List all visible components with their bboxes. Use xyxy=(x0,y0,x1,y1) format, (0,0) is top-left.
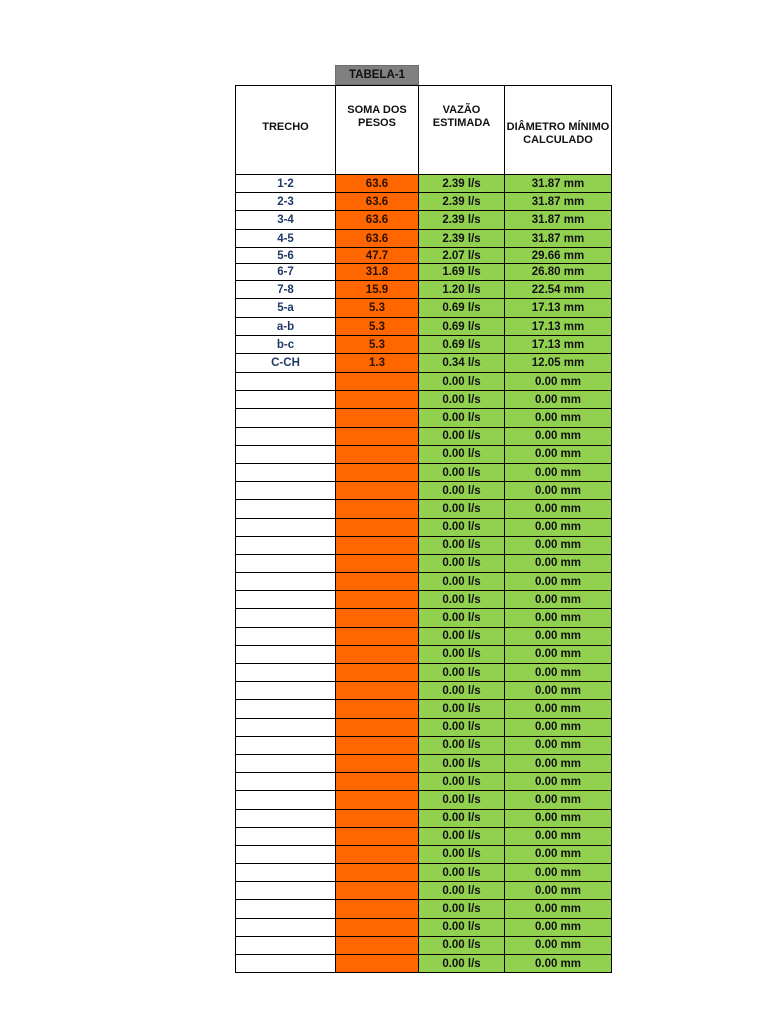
vazao-cell[interactable]: 0.00 l/s xyxy=(419,736,505,754)
vazao-cell[interactable]: 0.69 l/s xyxy=(419,336,505,354)
soma-cell[interactable]: 63.6 xyxy=(336,230,419,248)
table-row xyxy=(236,882,612,900)
trecho-cell[interactable]: 6-7 xyxy=(236,264,336,281)
vazao-cell[interactable]: 0.00 l/s xyxy=(419,682,505,700)
hydraulic-table xyxy=(235,85,612,973)
diametro-cell[interactable]: 0.00 mm xyxy=(505,573,612,591)
table-row xyxy=(236,482,612,500)
soma-cell[interactable] xyxy=(336,845,419,863)
diametro-cell[interactable]: 0.00 mm xyxy=(505,900,612,918)
diametro-cell[interactable]: 17.13 mm xyxy=(505,318,612,336)
trecho-cell[interactable]: 2-3 xyxy=(236,193,336,211)
vazao-cell[interactable]: 0.69 l/s xyxy=(419,299,505,318)
soma-cell[interactable] xyxy=(336,791,419,809)
trecho-cell[interactable]: C-CH xyxy=(236,354,336,373)
diametro-cell[interactable]: 0.00 mm xyxy=(505,827,612,845)
diametro-cell[interactable]: 0.00 mm xyxy=(505,682,612,700)
header-vazao-estimada[interactable]: VAZÃO ESTIMADA xyxy=(419,86,505,175)
vazao-cell[interactable]: 0.00 l/s xyxy=(419,445,505,463)
diametro-cell[interactable]: 0.00 mm xyxy=(505,518,612,536)
soma-cell[interactable] xyxy=(336,482,419,500)
trecho-cell[interactable]: 3-4 xyxy=(236,211,336,230)
soma-cell[interactable] xyxy=(336,936,419,954)
vazao-cell[interactable]: 2.39 l/s xyxy=(419,193,505,211)
table-row xyxy=(236,955,612,973)
diametro-cell[interactable]: 31.87 mm xyxy=(505,193,612,211)
table-row xyxy=(236,591,612,609)
diametro-cell[interactable]: 0.00 mm xyxy=(505,445,612,463)
soma-cell[interactable] xyxy=(336,627,419,645)
table-row xyxy=(236,918,612,936)
trecho-cell[interactable] xyxy=(236,609,336,627)
vazao-cell[interactable]: 0.00 l/s xyxy=(419,427,505,445)
vazao-cell[interactable]: 0.00 l/s xyxy=(419,536,505,554)
trecho-cell[interactable] xyxy=(236,445,336,463)
trecho-cell[interactable] xyxy=(236,573,336,591)
soma-cell[interactable] xyxy=(336,664,419,682)
trecho-cell[interactable] xyxy=(236,536,336,554)
soma-cell[interactable] xyxy=(336,773,419,791)
table-title: TABELA-1 xyxy=(335,65,419,85)
table-row xyxy=(236,336,612,354)
vazao-cell[interactable]: 1.20 l/s xyxy=(419,281,505,299)
table-row xyxy=(236,773,612,791)
vazao-cell[interactable]: 0.00 l/s xyxy=(419,845,505,863)
soma-cell[interactable] xyxy=(336,645,419,663)
vazao-cell[interactable]: 0.00 l/s xyxy=(419,664,505,682)
header-trecho[interactable]: TRECHO xyxy=(236,86,336,175)
soma-cell[interactable] xyxy=(336,809,419,827)
trecho-cell[interactable]: 7-8 xyxy=(236,281,336,299)
vazao-cell[interactable]: 2.07 l/s xyxy=(419,248,505,264)
table-row xyxy=(236,299,612,318)
soma-cell[interactable] xyxy=(336,500,419,518)
trecho-cell[interactable]: 5-a xyxy=(236,299,336,318)
table-row xyxy=(236,664,612,682)
table-row xyxy=(236,175,612,193)
diametro-cell[interactable]: 17.13 mm xyxy=(505,336,612,354)
diametro-cell[interactable]: 0.00 mm xyxy=(505,754,612,772)
table-row xyxy=(236,718,612,736)
trecho-cell[interactable] xyxy=(236,500,336,518)
vazao-cell[interactable]: 0.00 l/s xyxy=(419,791,505,809)
soma-cell[interactable] xyxy=(336,736,419,754)
trecho-cell[interactable] xyxy=(236,918,336,936)
vazao-cell[interactable]: 0.00 l/s xyxy=(419,773,505,791)
vazao-cell[interactable]: 0.00 l/s xyxy=(419,900,505,918)
soma-cell[interactable]: 63.6 xyxy=(336,193,419,211)
diametro-cell[interactable]: 0.00 mm xyxy=(505,645,612,663)
soma-cell[interactable] xyxy=(336,754,419,772)
table-row xyxy=(236,809,612,827)
table-row xyxy=(236,518,612,536)
vazao-cell[interactable]: 0.00 l/s xyxy=(419,518,505,536)
table-row xyxy=(236,427,612,445)
soma-cell[interactable] xyxy=(336,591,419,609)
table-row xyxy=(236,736,612,754)
diametro-cell[interactable]: 0.00 mm xyxy=(505,500,612,518)
header-diametro-minimo[interactable]: DIÂMETRO MÍNIMO CALCULADO xyxy=(505,86,612,175)
soma-cell[interactable] xyxy=(336,518,419,536)
vazao-cell[interactable]: 0.00 l/s xyxy=(419,700,505,718)
diametro-cell[interactable]: 0.00 mm xyxy=(505,373,612,391)
trecho-cell[interactable]: 5-6 xyxy=(236,248,336,264)
table-row xyxy=(236,573,612,591)
vazao-cell[interactable]: 1.69 l/s xyxy=(419,264,505,281)
diametro-cell[interactable]: 0.00 mm xyxy=(505,609,612,627)
vazao-cell[interactable]: 0.00 l/s xyxy=(419,609,505,627)
table-row xyxy=(236,936,612,954)
soma-cell[interactable] xyxy=(336,882,419,900)
vazao-cell[interactable]: 0.00 l/s xyxy=(419,718,505,736)
soma-cell[interactable] xyxy=(336,827,419,845)
diametro-cell[interactable]: 0.00 mm xyxy=(505,718,612,736)
soma-cell[interactable]: 47.7 xyxy=(336,248,419,264)
trecho-cell[interactable] xyxy=(236,463,336,481)
vazao-cell[interactable]: 0.00 l/s xyxy=(419,573,505,591)
soma-cell[interactable] xyxy=(336,718,419,736)
trecho-cell[interactable] xyxy=(236,809,336,827)
vazao-cell[interactable]: 0.00 l/s xyxy=(419,409,505,427)
diametro-cell[interactable]: 0.00 mm xyxy=(505,936,612,954)
trecho-cell[interactable]: a-b xyxy=(236,318,336,336)
soma-cell[interactable] xyxy=(336,445,419,463)
soma-cell[interactable] xyxy=(336,864,419,882)
trecho-cell[interactable] xyxy=(236,591,336,609)
diametro-cell[interactable]: 0.00 mm xyxy=(505,864,612,882)
vazao-cell[interactable]: 0.00 l/s xyxy=(419,591,505,609)
soma-cell[interactable]: 5.3 xyxy=(336,336,419,354)
header-soma-dos-pesos[interactable]: SOMA DOS PESOS xyxy=(336,86,419,175)
table-row xyxy=(236,791,612,809)
diametro-cell[interactable]: 0.00 mm xyxy=(505,482,612,500)
header-row xyxy=(236,86,612,175)
table-row xyxy=(236,627,612,645)
soma-cell[interactable] xyxy=(336,609,419,627)
vazao-cell[interactable]: 0.00 l/s xyxy=(419,373,505,391)
table-row xyxy=(236,864,612,882)
table-row xyxy=(236,445,612,463)
diametro-cell[interactable]: 0.00 mm xyxy=(505,409,612,427)
diametro-cell[interactable]: 0.00 mm xyxy=(505,918,612,936)
trecho-cell[interactable] xyxy=(236,554,336,572)
diametro-cell[interactable]: 0.00 mm xyxy=(505,773,612,791)
vazao-cell[interactable]: 2.39 l/s xyxy=(419,175,505,193)
trecho-cell[interactable] xyxy=(236,773,336,791)
vazao-cell[interactable]: 0.00 l/s xyxy=(419,463,505,481)
diametro-cell[interactable]: 0.00 mm xyxy=(505,463,612,481)
trecho-cell[interactable]: 4-5 xyxy=(236,230,336,248)
table-row xyxy=(236,845,612,863)
diametro-cell[interactable]: 31.87 mm xyxy=(505,230,612,248)
table-row xyxy=(236,281,612,299)
diametro-cell[interactable]: 0.00 mm xyxy=(505,627,612,645)
soma-cell[interactable] xyxy=(336,554,419,572)
trecho-cell[interactable] xyxy=(236,882,336,900)
table-row xyxy=(236,827,612,845)
trecho-cell[interactable] xyxy=(236,682,336,700)
vazao-cell[interactable]: 2.39 l/s xyxy=(419,230,505,248)
soma-cell[interactable] xyxy=(336,373,419,391)
soma-cell[interactable] xyxy=(336,391,419,409)
soma-cell[interactable] xyxy=(336,918,419,936)
table-row xyxy=(236,391,612,409)
table-row xyxy=(236,700,612,718)
vazao-cell[interactable]: 2.39 l/s xyxy=(419,211,505,230)
diametro-cell[interactable]: 31.87 mm xyxy=(505,211,612,230)
table-row xyxy=(236,536,612,554)
diametro-cell[interactable]: 0.00 mm xyxy=(505,845,612,863)
table-row xyxy=(236,373,612,391)
vazao-cell[interactable]: 0.69 l/s xyxy=(419,318,505,336)
trecho-cell[interactable] xyxy=(236,900,336,918)
table-row xyxy=(236,900,612,918)
trecho-cell[interactable] xyxy=(236,645,336,663)
table-row xyxy=(236,193,612,211)
trecho-cell[interactable] xyxy=(236,627,336,645)
diametro-cell[interactable]: 17.13 mm xyxy=(505,299,612,318)
soma-cell[interactable] xyxy=(336,700,419,718)
soma-cell[interactable] xyxy=(336,427,419,445)
vazao-cell[interactable]: 0.00 l/s xyxy=(419,809,505,827)
trecho-cell[interactable] xyxy=(236,482,336,500)
diametro-cell[interactable]: 0.00 mm xyxy=(505,700,612,718)
trecho-cell[interactable] xyxy=(236,754,336,772)
trecho-cell[interactable] xyxy=(236,936,336,954)
soma-cell[interactable]: 5.3 xyxy=(336,299,419,318)
vazao-cell[interactable]: 0.00 l/s xyxy=(419,936,505,954)
table-row xyxy=(236,248,612,264)
trecho-cell[interactable] xyxy=(236,955,336,973)
vazao-cell[interactable]: 0.34 l/s xyxy=(419,354,505,373)
trecho-cell[interactable] xyxy=(236,373,336,391)
soma-cell[interactable]: 5.3 xyxy=(336,318,419,336)
soma-cell[interactable] xyxy=(336,682,419,700)
diametro-cell[interactable]: 12.05 mm xyxy=(505,354,612,373)
trecho-cell[interactable] xyxy=(236,791,336,809)
soma-cell[interactable]: 15.9 xyxy=(336,281,419,299)
soma-cell[interactable] xyxy=(336,536,419,554)
vazao-cell[interactable]: 0.00 l/s xyxy=(419,391,505,409)
diametro-cell[interactable]: 0.00 mm xyxy=(505,791,612,809)
table-row xyxy=(236,354,612,373)
vazao-cell[interactable]: 0.00 l/s xyxy=(419,918,505,936)
diametro-cell[interactable]: 0.00 mm xyxy=(505,664,612,682)
table-row xyxy=(236,500,612,518)
table-row xyxy=(236,645,612,663)
trecho-cell[interactable] xyxy=(236,409,336,427)
table-row xyxy=(236,230,612,248)
soma-cell[interactable]: 1.3 xyxy=(336,354,419,373)
trecho-cell[interactable] xyxy=(236,664,336,682)
table-row xyxy=(236,463,612,481)
diametro-cell[interactable]: 26.80 mm xyxy=(505,264,612,281)
trecho-cell[interactable] xyxy=(236,718,336,736)
table-row xyxy=(236,554,612,572)
table-row xyxy=(236,754,612,772)
vazao-cell[interactable]: 0.00 l/s xyxy=(419,864,505,882)
diametro-cell[interactable]: 29.66 mm xyxy=(505,248,612,264)
trecho-cell[interactable]: 1-2 xyxy=(236,175,336,193)
trecho-cell[interactable] xyxy=(236,845,336,863)
table-row xyxy=(236,682,612,700)
table-body xyxy=(236,175,612,973)
vazao-cell[interactable]: 0.00 l/s xyxy=(419,554,505,572)
diametro-cell[interactable]: 0.00 mm xyxy=(505,391,612,409)
diametro-cell[interactable]: 0.00 mm xyxy=(505,955,612,973)
soma-cell[interactable] xyxy=(336,463,419,481)
trecho-cell[interactable]: b-c xyxy=(236,336,336,354)
trecho-cell[interactable] xyxy=(236,736,336,754)
vazao-cell[interactable]: 0.00 l/s xyxy=(419,827,505,845)
vazao-cell[interactable]: 0.00 l/s xyxy=(419,882,505,900)
soma-cell[interactable]: 63.6 xyxy=(336,211,419,230)
trecho-cell[interactable] xyxy=(236,700,336,718)
vazao-cell[interactable]: 0.00 l/s xyxy=(419,500,505,518)
soma-cell[interactable] xyxy=(336,900,419,918)
soma-cell[interactable] xyxy=(336,573,419,591)
table-row xyxy=(236,609,612,627)
soma-cell[interactable]: 63.6 xyxy=(336,175,419,193)
diametro-cell[interactable]: 0.00 mm xyxy=(505,536,612,554)
diametro-cell[interactable]: 0.00 mm xyxy=(505,427,612,445)
soma-cell[interactable]: 31.8 xyxy=(336,264,419,281)
diametro-cell[interactable]: 22.54 mm xyxy=(505,281,612,299)
trecho-cell[interactable] xyxy=(236,427,336,445)
diametro-cell[interactable]: 0.00 mm xyxy=(505,554,612,572)
vazao-cell[interactable]: 0.00 l/s xyxy=(419,754,505,772)
soma-cell[interactable] xyxy=(336,955,419,973)
soma-cell[interactable] xyxy=(336,409,419,427)
table-row xyxy=(236,409,612,427)
table-row xyxy=(236,264,612,281)
table-row xyxy=(236,318,612,336)
diametro-cell[interactable]: 31.87 mm xyxy=(505,175,612,193)
trecho-cell[interactable] xyxy=(236,827,336,845)
vazao-cell[interactable]: 0.00 l/s xyxy=(419,645,505,663)
diametro-cell[interactable]: 0.00 mm xyxy=(505,591,612,609)
vazao-cell[interactable]: 0.00 l/s xyxy=(419,482,505,500)
trecho-cell[interactable] xyxy=(236,864,336,882)
diametro-cell[interactable]: 0.00 mm xyxy=(505,882,612,900)
vazao-cell[interactable]: 0.00 l/s xyxy=(419,955,505,973)
trecho-cell[interactable] xyxy=(236,518,336,536)
vazao-cell[interactable]: 0.00 l/s xyxy=(419,627,505,645)
diametro-cell[interactable]: 0.00 mm xyxy=(505,809,612,827)
table-row xyxy=(236,211,612,230)
trecho-cell[interactable] xyxy=(236,391,336,409)
diametro-cell[interactable]: 0.00 mm xyxy=(505,736,612,754)
